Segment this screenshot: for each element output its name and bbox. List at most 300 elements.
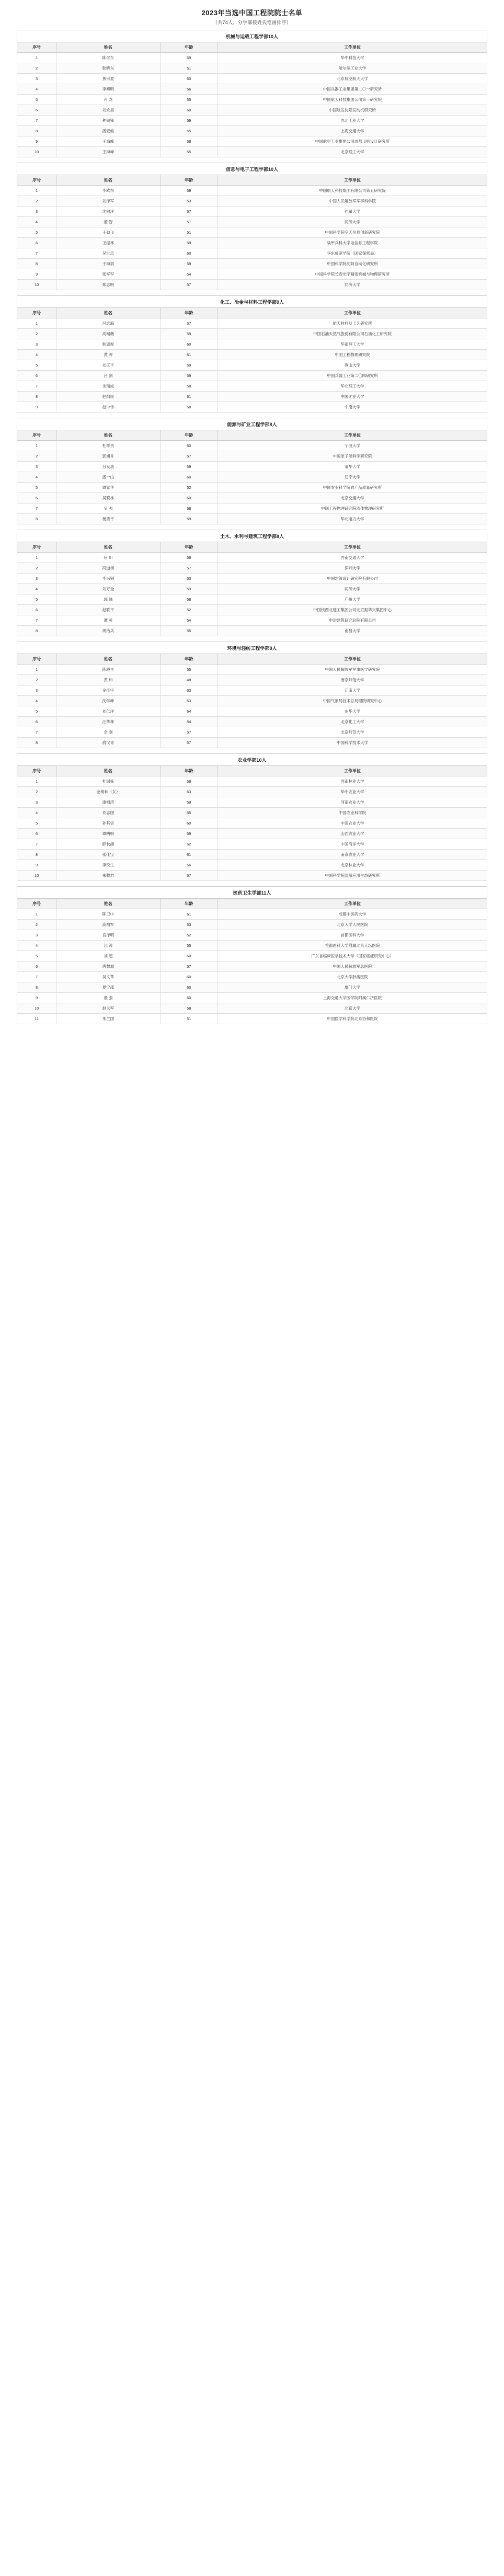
cell-name: 王海峰 — [56, 136, 160, 147]
cell-org: 华东师范学院（国家保密局） — [218, 248, 487, 259]
cell-org: 中国工程物理研究院流体物理研究所 — [218, 503, 487, 514]
column-header-age: 年龄 — [160, 42, 217, 53]
cell-name: 陈学东 — [56, 53, 160, 63]
cell-name: 吕 剑 — [56, 371, 160, 381]
table-row — [17, 738, 487, 748]
table-row — [17, 248, 487, 259]
cell-org: 中国人民解放军军事医学研究院 — [218, 665, 487, 675]
column-header-org: 工作单位 — [218, 42, 487, 53]
section-title: 环境与轻纺工程学部8人 — [17, 642, 487, 654]
cell-age: 59 — [160, 238, 217, 248]
cell-name: 刘万全 — [56, 584, 160, 594]
cell-name: 韩晓东 — [56, 63, 160, 74]
table-row — [17, 982, 487, 993]
cell-org: 燕山大学 — [218, 360, 487, 371]
column-header-org: 工作单位 — [218, 899, 487, 909]
column-header-age: 年龄 — [160, 654, 217, 665]
cell-name: 王振林 — [56, 238, 160, 248]
column-header-index: 序号 — [17, 766, 56, 776]
cell-age: 59 — [160, 584, 217, 594]
cell-age: 59 — [160, 776, 217, 787]
cell-org: 中国航空工业集团公司成都飞机设计研究所 — [218, 136, 487, 147]
cell-index: 3 — [17, 462, 56, 472]
section-title: 农业学部10人 — [17, 753, 487, 765]
cell-age: 60 — [160, 441, 217, 451]
table-row — [17, 920, 487, 930]
table-row — [17, 808, 487, 818]
cell-name: 于海斌 — [56, 259, 160, 269]
cell-age: 60 — [160, 982, 217, 993]
cell-index: 10 — [17, 871, 56, 881]
cell-age: 60 — [160, 493, 217, 503]
cell-index: 1 — [17, 776, 56, 787]
cell-age: 60 — [160, 105, 217, 116]
cell-org: 中国海洋大学 — [218, 839, 487, 850]
cell-org: 北京航空航天大学 — [218, 74, 487, 84]
cell-org: 山西农业大学 — [218, 829, 487, 839]
cell-age: 59 — [160, 116, 217, 126]
academician-table — [17, 42, 487, 157]
cell-name: 韩恩厚 — [56, 339, 160, 350]
cell-index: 5 — [17, 706, 56, 717]
table-row — [17, 829, 487, 839]
cell-index: 8 — [17, 738, 56, 748]
cell-org: 北京理工大学 — [218, 147, 487, 157]
cell-org: 中国科学院长春光学精密机械与物理研究所 — [218, 269, 487, 280]
cell-age: 57 — [160, 563, 217, 574]
cell-age: 55 — [160, 808, 217, 818]
table-row — [17, 360, 487, 371]
cell-age: 59 — [160, 53, 217, 63]
cell-name: 陈殿生 — [56, 665, 160, 675]
cell-name: 郭 韩 — [56, 594, 160, 605]
cell-name: 董 智 — [56, 217, 160, 227]
cell-index: 2 — [17, 451, 56, 462]
table-row — [17, 63, 487, 74]
table-row — [17, 116, 487, 126]
cell-index: 3 — [17, 339, 56, 350]
cell-index: 3 — [17, 685, 56, 696]
cell-age: 61 — [160, 850, 217, 860]
cell-name: 李欧东 — [56, 186, 160, 196]
table-row — [17, 972, 487, 982]
cell-name: 董 强 — [56, 993, 160, 1003]
cell-age: 58 — [160, 1003, 217, 1014]
cell-index: 4 — [17, 350, 56, 360]
sections-container — [0, 30, 504, 1024]
table-row — [17, 871, 487, 881]
table-row — [17, 909, 487, 920]
cell-age: 58 — [160, 402, 217, 413]
cell-age: 58 — [160, 136, 217, 147]
cell-index: 7 — [17, 727, 56, 738]
cell-age: 61 — [160, 392, 217, 402]
cell-age: 57 — [160, 280, 217, 290]
cell-name: 张佳宝 — [56, 850, 160, 860]
cell-name: 俞汉青 — [56, 738, 160, 748]
cell-name: 刘永泉 — [56, 105, 160, 116]
cell-org: 辽宁大学 — [218, 472, 487, 483]
cell-age: 57 — [160, 871, 217, 881]
cell-org: 航天材料及工艺研究所 — [218, 318, 487, 329]
cell-org: 中国农业科学院 — [218, 808, 487, 818]
cell-org: 华北理工大学 — [218, 381, 487, 392]
cell-name: 吴繁林 — [56, 493, 160, 503]
cell-age: 60 — [160, 74, 217, 84]
academician-section — [17, 418, 487, 524]
cell-index: 4 — [17, 472, 56, 483]
academician-section — [17, 886, 487, 1024]
cell-org: 北京大学 — [218, 1003, 487, 1014]
cell-age: 55 — [160, 626, 217, 636]
cell-age: 51 — [160, 217, 217, 227]
cell-index: 6 — [17, 371, 56, 381]
cell-org: 同济大学 — [218, 584, 487, 594]
cell-index: 11 — [17, 1014, 56, 1024]
column-header-index: 序号 — [17, 654, 56, 665]
cell-age: 51 — [160, 1014, 217, 1024]
table-row — [17, 1003, 487, 1014]
column-header-org: 工作单位 — [218, 175, 487, 186]
academician-table — [17, 307, 487, 413]
cell-index: 8 — [17, 514, 56, 524]
table-row — [17, 136, 487, 147]
cell-index: 3 — [17, 930, 56, 941]
cell-name: 黄 和 — [56, 675, 160, 685]
table-row — [17, 727, 487, 738]
section-title: 机械与运载工程学部10人 — [17, 30, 487, 42]
cell-org: 上海交通大学医学院附属仁济医院 — [218, 993, 487, 1003]
table-row — [17, 402, 487, 413]
cell-age: 60 — [160, 993, 217, 1003]
academician-table — [17, 898, 487, 1024]
cell-name: 潘一山 — [56, 472, 160, 483]
cell-index: 4 — [17, 941, 56, 951]
cell-index: 9 — [17, 993, 56, 1003]
academician-section — [17, 163, 487, 290]
table-row — [17, 472, 487, 483]
cell-age: 61 — [160, 350, 217, 360]
cell-age: 54 — [160, 269, 217, 280]
cell-age: 53 — [160, 196, 217, 207]
cell-index: 4 — [17, 84, 56, 95]
table-row — [17, 441, 487, 451]
table-row — [17, 371, 487, 381]
cell-age: 64 — [160, 706, 217, 717]
cell-index: 6 — [17, 829, 56, 839]
cell-index: 3 — [17, 74, 56, 84]
cell-name: 郑志明 — [56, 280, 160, 290]
cell-org: 装甲兵科大学电信息工程学院 — [218, 238, 487, 248]
academician-table — [17, 765, 487, 881]
table-header-row — [17, 430, 487, 441]
table-row — [17, 392, 487, 402]
cell-name: 杜国栋 — [56, 776, 160, 787]
cell-age: 58 — [160, 594, 217, 605]
table-row — [17, 706, 487, 717]
table-row — [17, 318, 487, 329]
cell-index: 7 — [17, 839, 56, 850]
cell-index: 6 — [17, 717, 56, 727]
column-header-age: 年龄 — [160, 430, 217, 441]
cell-org: 中国农业科学院农产品质量研究所 — [218, 483, 487, 493]
cell-name: 夏宁邵 — [56, 982, 160, 993]
table-row — [17, 993, 487, 1003]
table-row — [17, 941, 487, 951]
cell-name: 李兴钢 — [56, 574, 160, 584]
table-row — [17, 574, 487, 584]
cell-name: 汪华林 — [56, 717, 160, 727]
cell-org: 东华大学 — [218, 706, 487, 717]
cell-name: 黄 晖 — [56, 350, 160, 360]
cell-org: 中国科学技术大学 — [218, 738, 487, 748]
table-row — [17, 238, 487, 248]
table-row — [17, 930, 487, 941]
table-row — [17, 1014, 487, 1024]
cell-org: 北京林业大学 — [218, 860, 487, 871]
table-row — [17, 217, 487, 227]
cell-index: 4 — [17, 808, 56, 818]
cell-index: 8 — [17, 982, 56, 993]
column-header-age: 年龄 — [160, 542, 217, 553]
cell-age: 54 — [160, 717, 217, 727]
cell-index: 3 — [17, 574, 56, 584]
column-header-index: 序号 — [17, 42, 56, 53]
table-row — [17, 860, 487, 871]
table-row — [17, 717, 487, 727]
cell-index: 9 — [17, 402, 56, 413]
cell-index: 10 — [17, 1003, 56, 1014]
cell-age: 60 — [160, 818, 217, 829]
table-header-row — [17, 542, 487, 553]
cell-org: 南昌大学 — [218, 626, 487, 636]
cell-index: 7 — [17, 615, 56, 626]
table-row — [17, 493, 487, 503]
cell-index: 1 — [17, 909, 56, 920]
cell-index: 9 — [17, 860, 56, 871]
cell-org: 中国医学科学院北京协和医院 — [218, 1014, 487, 1024]
cell-org: 广州大学 — [218, 594, 487, 605]
cell-age: 56 — [160, 860, 217, 871]
table-row — [17, 105, 487, 116]
cell-name: 高端薇 — [56, 329, 160, 339]
column-header-name: 姓名 — [56, 430, 160, 441]
cell-index: 10 — [17, 147, 56, 157]
cell-index: 6 — [17, 493, 56, 503]
cell-name: 金征宇 — [56, 685, 160, 696]
table-row — [17, 451, 487, 462]
cell-age: 57 — [160, 451, 217, 462]
cell-org: 上海交通大学 — [218, 126, 487, 136]
column-header-age: 年龄 — [160, 175, 217, 186]
column-header-name: 姓名 — [56, 766, 160, 776]
cell-age: 61 — [160, 909, 217, 920]
cell-name: 谭家华 — [56, 483, 160, 493]
table-row — [17, 797, 487, 808]
cell-index: 6 — [17, 238, 56, 248]
cell-index: 1 — [17, 53, 56, 63]
table-row — [17, 84, 487, 95]
academician-section — [17, 530, 487, 636]
cell-age: 59 — [160, 186, 217, 196]
cell-org: 华北电力大学 — [218, 514, 487, 524]
cell-index: 7 — [17, 381, 56, 392]
cell-name: 刘正平 — [56, 360, 160, 371]
cell-name: 冯道杨 — [56, 563, 160, 574]
cell-index: 5 — [17, 227, 56, 238]
cell-org: 中国核西北建工集团公司北京振华兴集团中心 — [218, 605, 487, 615]
cell-age: 62 — [160, 839, 217, 850]
cell-age: 59 — [160, 259, 217, 269]
cell-index: 2 — [17, 196, 56, 207]
cell-age: 59 — [160, 329, 217, 339]
column-header-org: 工作单位 — [218, 654, 487, 665]
cell-name: 郭旭升 — [56, 451, 160, 462]
cell-index: 1 — [17, 186, 56, 196]
table-row — [17, 269, 487, 280]
cell-index: 5 — [17, 95, 56, 105]
cell-org: 首都医科大学 — [218, 930, 487, 941]
cell-org: 中国农业大学 — [218, 818, 487, 829]
cell-age: 55 — [160, 941, 217, 951]
cell-org: 中国科学院空天信息创新研究院 — [218, 227, 487, 238]
cell-age: 58 — [160, 553, 217, 563]
column-header-name: 姓名 — [56, 175, 160, 186]
cell-name: 杜祥贵 — [56, 441, 160, 451]
table-row — [17, 462, 487, 472]
cell-index: 3 — [17, 207, 56, 217]
cell-index: 4 — [17, 696, 56, 706]
cell-org: 中国兵器工业第二〇四研究所 — [218, 371, 487, 381]
cell-org: 中国科学院沈阳应用生态研究所 — [218, 871, 487, 881]
cell-age: 51 — [160, 63, 217, 74]
cell-name: 江 涛 — [56, 941, 160, 951]
table-header-row — [17, 308, 487, 318]
cell-index: 3 — [17, 797, 56, 808]
cell-org: 中国矿业大学 — [218, 392, 487, 402]
cell-name: 金梅林（女） — [56, 787, 160, 797]
cell-age: 60 — [160, 972, 217, 982]
cell-age: 59 — [160, 829, 217, 839]
cell-age: 60 — [160, 951, 217, 961]
cell-org: 中国工程物理研究院 — [218, 350, 487, 360]
cell-index: 7 — [17, 972, 56, 982]
cell-org: 华中农业大学 — [218, 787, 487, 797]
cell-index: 2 — [17, 787, 56, 797]
cell-org: 华南理工大学 — [218, 339, 487, 350]
table-row — [17, 74, 487, 84]
cell-name: 朱教君 — [56, 871, 160, 881]
cell-index: 5 — [17, 594, 56, 605]
cell-age: 59 — [160, 514, 217, 524]
table-row — [17, 207, 487, 217]
table-header-row — [17, 175, 487, 186]
cell-index: 1 — [17, 441, 56, 451]
cell-age: 52 — [160, 605, 217, 615]
column-header-age: 年龄 — [160, 308, 217, 318]
cell-name: 孙其信 — [56, 818, 160, 829]
cell-org: 中国人民解放军总医院 — [218, 961, 487, 972]
cell-age: 55 — [160, 665, 217, 675]
cell-name: 焦宗夏 — [56, 74, 160, 84]
table-row — [17, 503, 487, 514]
cell-name: 王劲飞 — [56, 227, 160, 238]
cell-index: 8 — [17, 126, 56, 136]
column-header-name: 姓名 — [56, 42, 160, 53]
cell-index: 4 — [17, 217, 56, 227]
table-row — [17, 553, 487, 563]
column-header-org: 工作单位 — [218, 542, 487, 553]
cell-org: 中冶建筑研究总院有限公司 — [218, 615, 487, 626]
cell-name: 薛长湖 — [56, 839, 160, 850]
cell-org: 中国科学院沈阳自动化研究所 — [218, 259, 487, 269]
column-header-name: 姓名 — [56, 654, 160, 665]
cell-index: 5 — [17, 483, 56, 493]
academician-table — [17, 654, 487, 748]
cell-age: 60 — [160, 339, 217, 350]
cell-age: 55 — [160, 126, 217, 136]
cell-age: 60 — [160, 472, 217, 483]
cell-name: 周治兵 — [56, 626, 160, 636]
cell-name: 冯志海 — [56, 318, 160, 329]
cell-name: 赵中伟 — [56, 402, 160, 413]
table-row — [17, 961, 487, 972]
table-row — [17, 259, 487, 269]
table-row — [17, 776, 487, 787]
cell-org: 北京师范大学 — [218, 727, 487, 738]
table-row — [17, 339, 487, 350]
cell-age: 56 — [160, 84, 217, 95]
cell-index: 8 — [17, 392, 56, 402]
cell-age: 53 — [160, 920, 217, 930]
table-row — [17, 584, 487, 594]
cell-org: 河南农业大学 — [218, 797, 487, 808]
column-header-org: 工作单位 — [218, 766, 487, 776]
cell-org: 中国石油天然气股份有限公司石油化工研究院 — [218, 329, 487, 339]
cell-name: 刘仁洋 — [56, 706, 160, 717]
cell-index: 7 — [17, 248, 56, 259]
table-row — [17, 563, 487, 574]
cell-age: 57 — [160, 961, 217, 972]
cell-age: 57 — [160, 738, 217, 748]
cell-name: 张军军 — [56, 269, 160, 280]
cell-name: 赵联平 — [56, 605, 160, 615]
table-row — [17, 329, 487, 339]
table-row — [17, 951, 487, 961]
cell-age: 51 — [160, 227, 217, 238]
cell-org: 同济大学 — [218, 217, 487, 227]
table-row — [17, 787, 487, 797]
cell-index: 6 — [17, 105, 56, 116]
cell-age: 48 — [160, 675, 217, 685]
page-subtitle: （共74人，分学部按姓氏笔画排序） — [212, 20, 292, 25]
cell-name: 种铁锋 — [56, 116, 160, 126]
academician-table — [17, 175, 487, 290]
section-title: 化工、冶金与材料工程学部9人 — [17, 295, 487, 307]
cell-index: 2 — [17, 675, 56, 685]
cell-name: 潘宏仙 — [56, 126, 160, 136]
cell-age: 63 — [160, 685, 217, 696]
table-row — [17, 626, 487, 636]
cell-org: 哈尔滨工业大学 — [218, 63, 487, 74]
table-row — [17, 594, 487, 605]
column-header-age: 年龄 — [160, 766, 217, 776]
cell-org: 北京大学人民医院 — [218, 920, 487, 930]
cell-name: 王海峰 — [56, 147, 160, 157]
table-row — [17, 839, 487, 850]
table-row — [17, 675, 487, 685]
column-header-name: 姓名 — [56, 542, 160, 553]
